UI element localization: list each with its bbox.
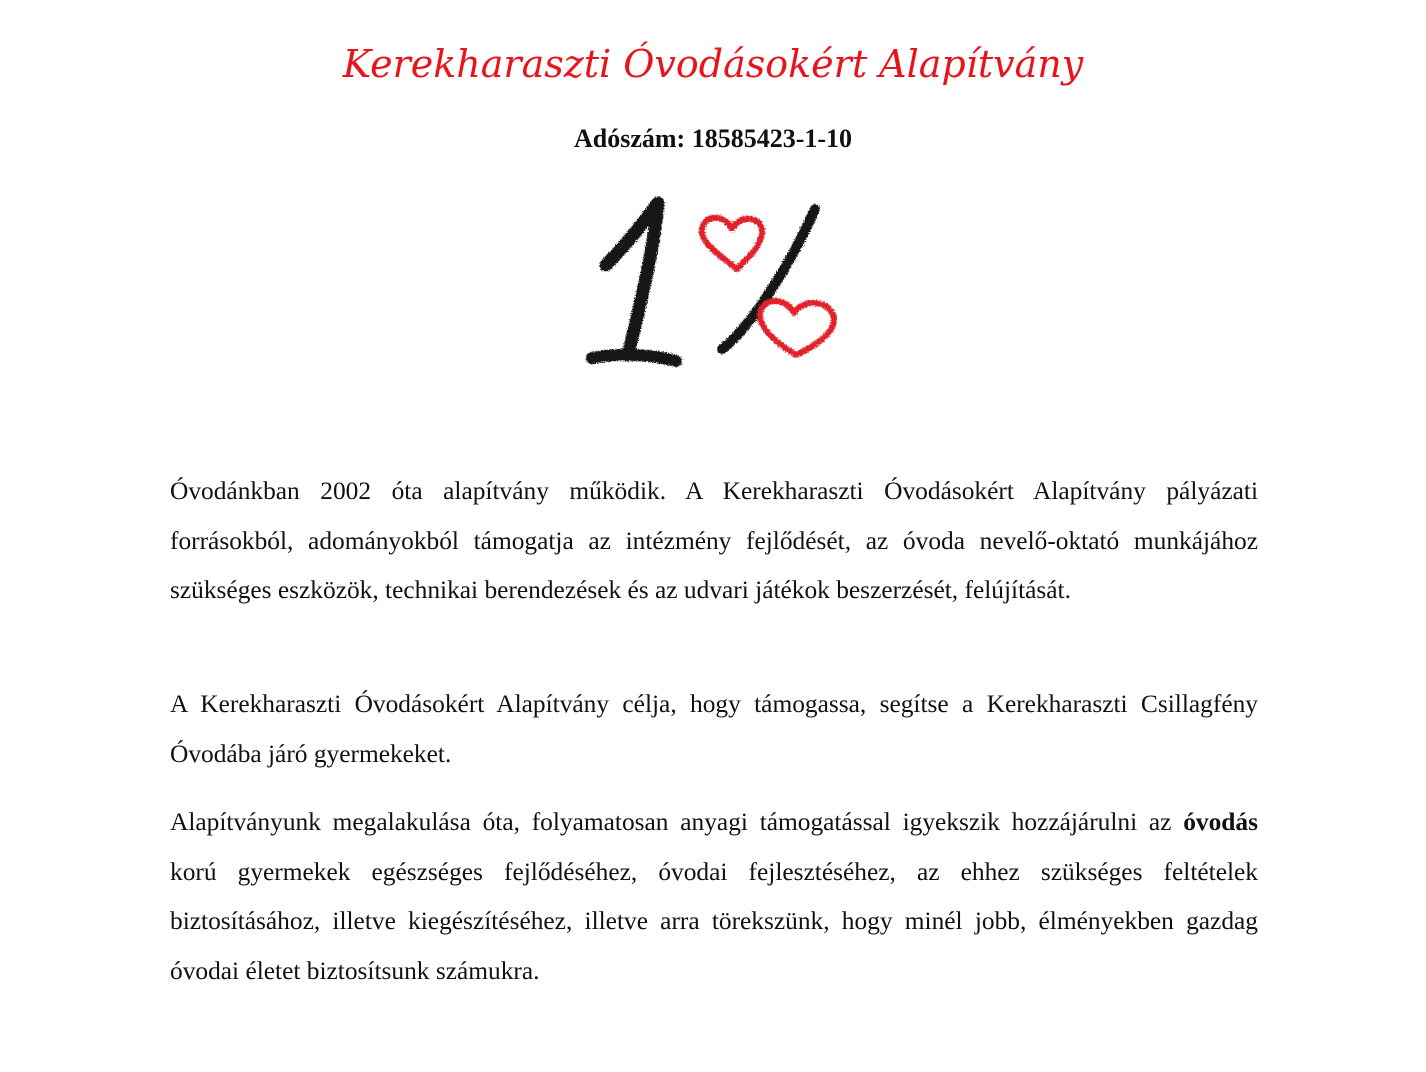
percent-slash xyxy=(722,209,815,349)
tax-number: Adószám: 18585423-1-10 xyxy=(573,124,853,153)
goal-paragraph xyxy=(170,680,1258,779)
paragraph-end: korú gyermekek egészséges fejlődéséhez, óvodai fejlesztéséhez, az ehhez szükséges feltételek biztosításához, illetve kiegészítéséhez, illetve arra törekszünk, hogy minél jobb, élményekben gazdag óvodai életet biztosítsunk számukra. xyxy=(170,857,1258,985)
hearts-percent-icon xyxy=(572,177,856,389)
bold-word: óvodás xyxy=(1183,808,1258,836)
page-title: Kerekharaszti Óvodásokért Alapítvány xyxy=(342,42,1084,86)
paragraph-start: Alapítványunk megalakulása óta, folyamatosan anyagi támogatással igyekszik hozzájárulni az xyxy=(170,808,1184,836)
paragraph-text: Óvodánkban 2002 óta alapítvány működik. A Kerekharaszti Óvodásokért Alapítvány pályázati forrásokból, adományokból támogatja az intézmény fejlődését, az óvoda nevelő-oktató munkájához szükséges eszközök, technikai berendezések és az udvari játékok beszerzését, felújítását. xyxy=(170,477,1258,604)
paragraph-text: A Kerekharaszti Óvodásokért Alapítvány célja, hogy támogassa, segítse a Kerekharaszti Csillagfény Óvodába járó gyermekeket. xyxy=(170,690,1258,768)
paragraph-text xyxy=(170,798,1258,996)
upper-heart-icon xyxy=(702,218,762,269)
intro-paragraph xyxy=(170,467,1258,616)
digit-one xyxy=(592,203,676,361)
lower-heart-icon xyxy=(760,301,834,355)
one-percent-logo xyxy=(572,177,856,389)
support-paragraph xyxy=(170,798,1258,996)
